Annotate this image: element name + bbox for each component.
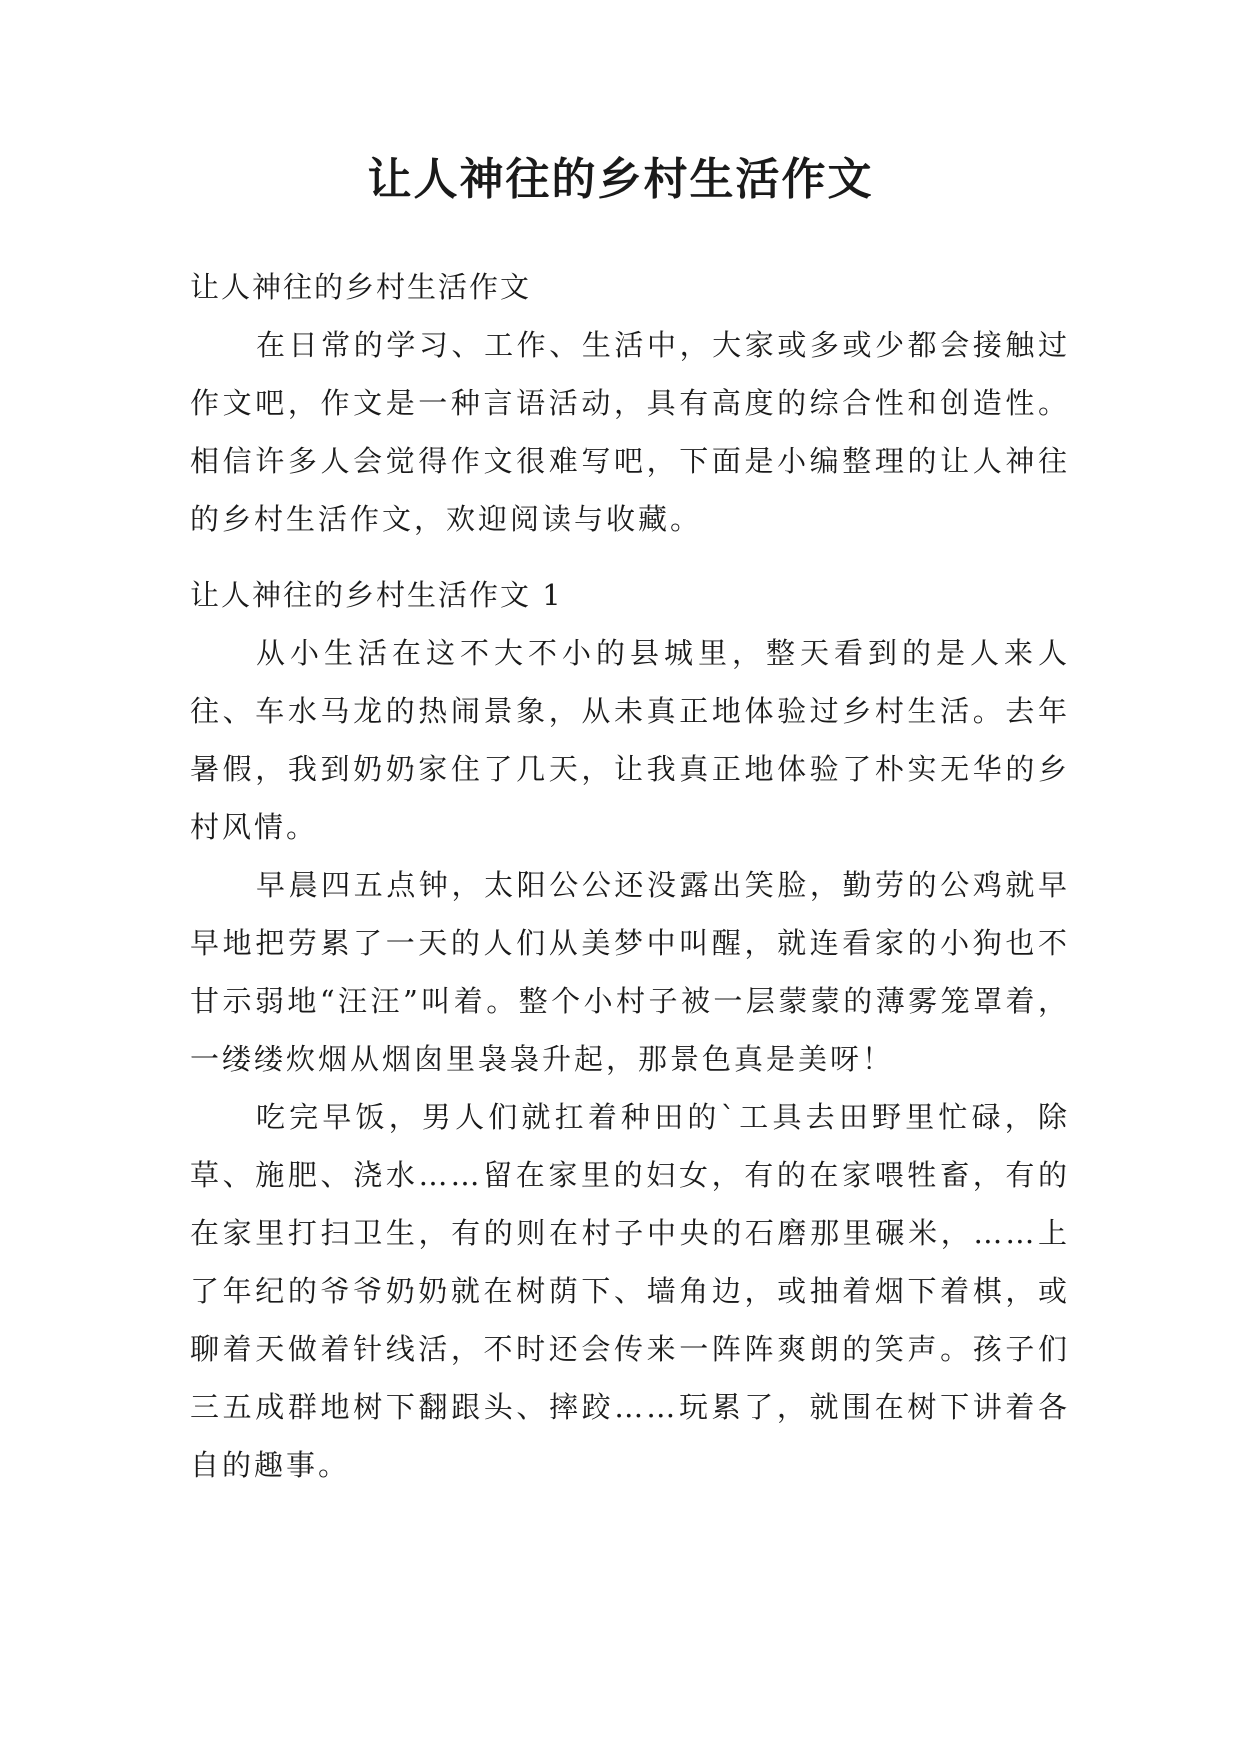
intro-paragraph: 在日常的学习、工作、生活中，大家或多或少都会接触过作文吧，作文是一种言语活动，具有高度的综合性和创造性。相信许多人会觉得作文很难写吧，下面是小编整理的让人神往的乡村生活作文，欢迎阅读与收藏。: [190, 328, 1070, 536]
paragraph-2: 早晨四五点钟，太阳公公还没露出笑脸，勤劳的公鸡就早早地把劳累了一天的人们从美梦中叫醒，就连看家的小狗也不甘示弱地“汪汪”叫着。整个小村子被一层蒙蒙的薄雾笼罩着，一缕缕炊烟从烟囱里袅袅升起，那景色真是美呀！: [190, 868, 1070, 1076]
section-heading: 让人神往的乡村生活作文 1: [190, 578, 563, 612]
document-title: 让人神往的乡村生活作文: [367, 154, 874, 205]
paragraph-1: 从小生活在这不大不小的县城里，整天看到的是人来人往、车水马龙的热闹景象，从未真正地体验过乡村生活。去年暑假，我到奶奶家住了几天，让我真正地体验了朴实无华的乡村风情。: [190, 636, 1070, 844]
paragraph-3: 吃完早饭，男人们就扛着种田的`工具去田野里忙碌，除草、施肥、浇水……留在家里的妇女，有的在家喂牲畜，有的在家里打扫卫生，有的则在村子中央的石磨那里碾米，……上了年纪的爷爷奶奶就在树荫下、墙角边，或抽着烟下着棋，或聊着天做着针线活，不时还会传来一阵阵爽朗的笑声。孩子们三五成群地树下翻跟头、摔跤……玩累了，就围在树下讲着各自的趣事。: [190, 1100, 1070, 1482]
intro-heading: 让人神往的乡村生活作文: [190, 270, 532, 304]
